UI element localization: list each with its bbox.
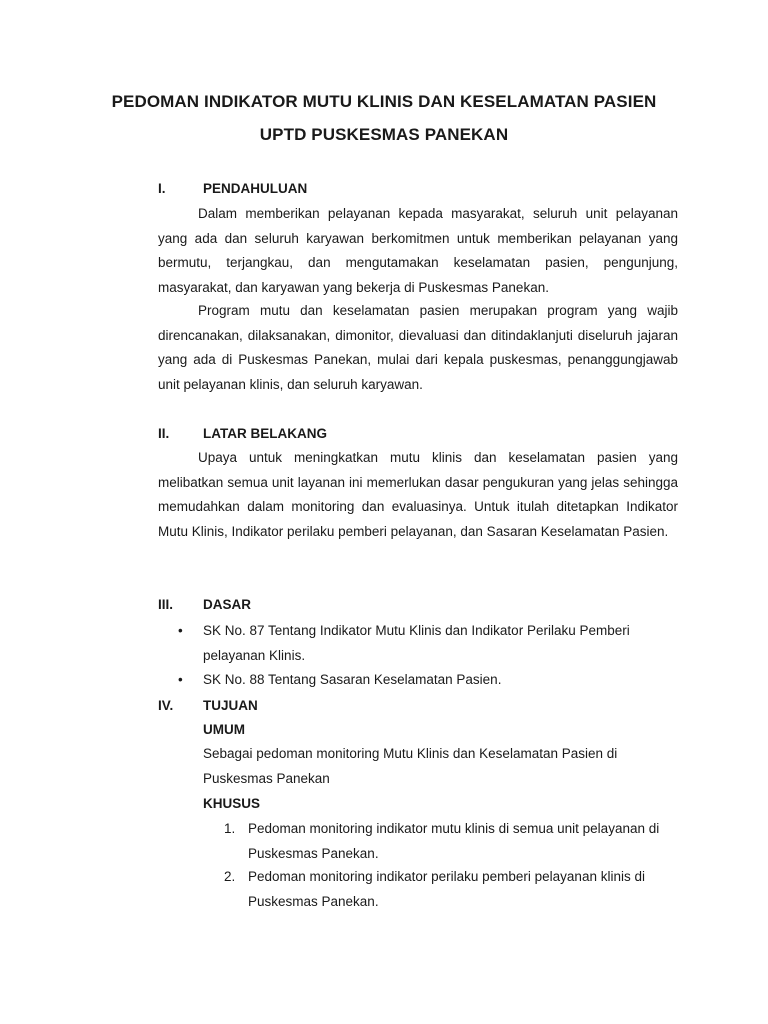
section-1-number: I. [158,181,166,196]
section-3-heading: DASAR [203,597,252,612]
umum-text: Sebagai pedoman monitoring Mutu Klinis dan Keselamatan Pasien di Puskesmas Panekan [203,746,618,786]
section-4-number: IV. [158,698,174,713]
section-2-number: II. [158,426,170,441]
section-1-paragraph-1: Dalam memberikan pelayanan kepada masyarakat, seluruh unit pelayanan yang ada dan seluruh karyawan berkomitmen untuk memberikan pelayanan yang bermutu, terjangkau, dan mengutamakan keselamatan pasien, pengunjung, masyarakat, dan karyawan yang bekerja di Puskesmas Panekan. [158,206,678,295]
document-subtitle: UPTD PUSKESMAS PANEKAN [259,125,509,144]
list-item: Pedoman monitoring indikator mutu klinis di semua unit pelayanan di Puskesmas Panekan. [248,821,660,861]
list-item: Pedoman monitoring indikator perilaku pemberi pelayanan klinis di Puskesmas Panekan. [248,869,645,909]
section-1-heading: PENDAHULUAN [203,181,308,196]
khusus-heading: KHUSUS [203,796,261,811]
list-item: SK No. 88 Tentang Sasaran Keselamatan Pasien. [203,672,502,687]
list-item: SK No. 87 Tentang Indikator Mutu Klinis dan Indikator Perilaku Pemberi pelayanan Klinis. [203,623,630,663]
section-4-heading: TUJUAN [203,698,258,713]
umum-heading: UMUM [203,722,245,737]
section-1-paragraph-2: Program mutu dan keselamatan pasien merupakan program yang wajib direncanakan, dilaksanakan, dimonitor, dievaluasi dan ditindaklanjuti diseluruh jajaran yang ada di Puskesmas Panekan, mulai dari kepala puskesmas, penanggungjawab unit pelayanan klinis, dan seluruh karyawan. [158,303,678,392]
bullet-icon: • [178,672,183,687]
list-item-marker: 2. [224,869,236,884]
list-item-marker: 1. [224,821,236,836]
bullet-icon: • [178,623,183,638]
document-title: PEDOMAN INDIKATOR MUTU KLINIS DAN KESELAMATAN PASIEN [111,92,657,111]
section-2-paragraph-1: Upaya untuk meningkatkan mutu klinis dan keselamatan pasien yang melibatkan semua unit layanan ini memerlukan dasar pengukuran yang jelas sehingga memudahkan dalam monitoring dan evaluasinya. Untuk itulah ditetapkan Indikator Mutu Klinis, Indikator perilaku pemberi pelayanan, dan Sasaran Keselamatan Pasien. [158,450,678,539]
section-3-number: III. [158,597,174,612]
section-2-heading: LATAR BELAKANG [203,426,327,441]
